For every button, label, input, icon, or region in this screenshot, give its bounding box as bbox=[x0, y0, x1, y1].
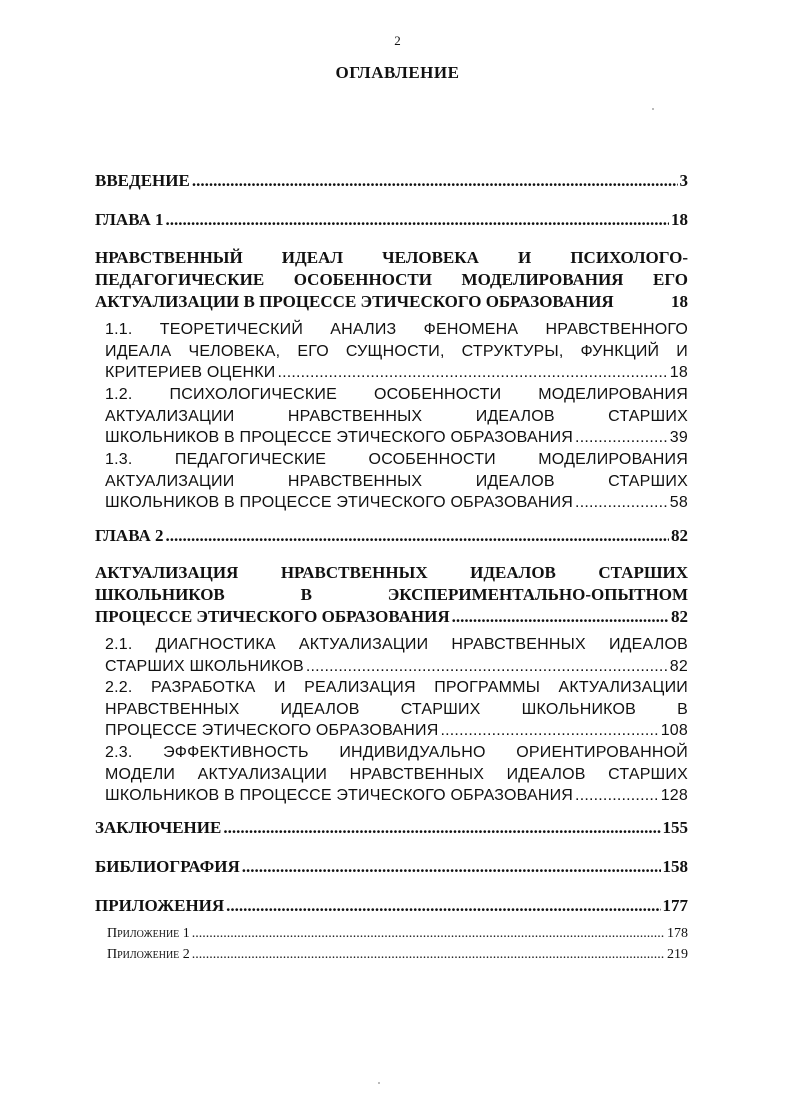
heading-line: ПРОЦЕССЕ ЭТИЧЕСКОГО ОБРАЗОВАНИЯ bbox=[95, 607, 450, 626]
toc-entry-page: 18 bbox=[671, 210, 688, 229]
dot-leader bbox=[192, 170, 678, 192]
dot-leader bbox=[192, 924, 665, 944]
section-line: ИДЕАЛА ЧЕЛОВЕКА, ЕГО СУЩНОСТИ, СТРУКТУРЫ, ФУНКЦИЙ И bbox=[105, 342, 688, 360]
toc-entry-label: ГЛАВА 2 bbox=[95, 526, 164, 545]
heading-line: НРАВСТВЕННЫЙ ИДЕАЛ ЧЕЛОВЕКА И ПСИХОЛОГО- bbox=[95, 248, 688, 267]
dot-leader bbox=[166, 209, 670, 231]
section-last-line bbox=[105, 492, 688, 514]
heading-last-line bbox=[95, 606, 688, 628]
heading-last-line bbox=[95, 291, 688, 313]
toc-entry-appendix-1[interactable] bbox=[107, 924, 688, 944]
toc-section-2-1[interactable] bbox=[105, 634, 688, 677]
section-last-line bbox=[105, 427, 688, 449]
dot-leader bbox=[306, 656, 668, 678]
toc-entry-label: ГЛАВА 1 bbox=[95, 210, 164, 229]
section-line: ШКОЛЬНИКОВ В ПРОЦЕССЕ ЭТИЧЕСКОГО ОБРАЗОВАНИЯ bbox=[105, 787, 574, 804]
dot-leader bbox=[575, 785, 659, 807]
section-line: 2.1. ДИАГНОСТИКА АКТУАЛИЗАЦИИ НРАВСТВЕННЫХ ИДЕАЛОВ bbox=[105, 636, 688, 653]
section-line: ШКОЛЬНИКОВ В ПРОЦЕССЕ ЭТИЧЕСКОГО ОБРАЗОВАНИЯ bbox=[105, 494, 574, 511]
toc-entry-page: 82 bbox=[669, 657, 688, 675]
toc-entry-bibliography[interactable] bbox=[95, 856, 688, 878]
toc-entry-introduction[interactable] bbox=[95, 170, 688, 192]
section-line: 1.3. ПЕДАГОГИЧЕСКИЕ ОСОБЕННОСТИ МОДЕЛИРОВАНИЯ bbox=[105, 451, 688, 468]
section-last-line bbox=[105, 720, 688, 742]
toc-entry-conclusion[interactable] bbox=[95, 817, 688, 839]
heading-line: АКТУАЛИЗАЦИИ В ПРОЦЕССЕ ЭТИЧЕСКОГО ОБРАЗОВАНИЯ bbox=[95, 292, 614, 311]
toc-entry-page: 18 bbox=[669, 364, 688, 381]
section-line: 2.2. РАЗРАБОТКА И РЕАЛИЗАЦИЯ ПРОГРАММЫ АКТУАЛИЗАЦИИ bbox=[105, 679, 688, 696]
section-line: НРАВСТВЕННЫХ ИДЕАЛОВ СТАРШИХ ШКОЛЬНИКОВ В bbox=[105, 700, 688, 718]
dot-leader bbox=[166, 525, 670, 547]
toc-chapter-1-heading[interactable] bbox=[95, 247, 688, 313]
toc-entry-appendix-2[interactable] bbox=[107, 945, 688, 965]
toc-entry-label: Приложение 2 bbox=[107, 947, 190, 962]
toc-section-2-3[interactable] bbox=[105, 742, 688, 807]
dot-leader bbox=[226, 895, 660, 917]
toc-section-1-1[interactable] bbox=[105, 319, 688, 384]
scan-speck bbox=[652, 108, 654, 110]
toc-entry-label: БИБЛИОГРАФИЯ bbox=[95, 857, 240, 876]
toc-entry-page: 82 bbox=[671, 526, 688, 545]
section-line: МОДЕЛИ АКТУАЛИЗАЦИИ НРАВСТВЕННЫХ ИДЕАЛОВ СТАРШИХ bbox=[105, 765, 688, 783]
section-line: ПРОЦЕССЕ ЭТИЧЕСКОГО ОБРАЗОВАНИЯ bbox=[105, 722, 439, 739]
section-line: 2.3. ЭФФЕКТИВНОСТЬ ИНДИВИДУАЛЬНО ОРИЕНТИРОВАННОЙ bbox=[105, 744, 688, 761]
toc-entry-page: 158 bbox=[662, 857, 688, 876]
heading-line: ШКОЛЬНИКОВ В ЭКСПЕРИМЕНТАЛЬНО-ОПЫТНОМ bbox=[95, 585, 688, 604]
section-line: СТАРШИХ ШКОЛЬНИКОВ bbox=[105, 657, 304, 675]
section-line: АКТУАЛИЗАЦИИ НРАВСТВЕННЫХ ИДЕАЛОВ СТАРШИХ bbox=[105, 407, 688, 425]
toc-entry-label: ВВЕДЕНИЕ bbox=[95, 171, 190, 190]
toc-entry-page: 58 bbox=[669, 494, 688, 511]
dot-leader bbox=[223, 817, 660, 839]
heading-line: ПЕДАГОГИЧЕСКИЕ ОСОБЕННОСТИ МОДЕЛИРОВАНИЯ ЕГО bbox=[95, 270, 688, 289]
toc-entry-label: ЗАКЛЮЧЕНИЕ bbox=[95, 818, 222, 837]
toc-section-2-2[interactable] bbox=[105, 677, 688, 742]
dot-leader bbox=[277, 362, 667, 384]
toc-section-1-3[interactable] bbox=[105, 449, 688, 514]
section-last-line bbox=[105, 785, 688, 807]
section-last-line bbox=[105, 656, 688, 678]
page-title: ОГЛАВЛЕНИЕ bbox=[335, 63, 460, 82]
section-last-line bbox=[105, 362, 688, 384]
page-number: 2 bbox=[394, 33, 401, 48]
dot-leader bbox=[242, 856, 661, 878]
toc-entry-label: ПРИЛОЖЕНИЯ bbox=[95, 896, 225, 915]
toc-entry-page: 177 bbox=[662, 896, 688, 915]
toc-entry-page: 39 bbox=[669, 429, 688, 446]
toc-chapter-2-heading[interactable] bbox=[95, 562, 688, 628]
dot-leader bbox=[575, 492, 668, 514]
scan-speck bbox=[378, 1082, 380, 1084]
section-line: КРИТЕРИЕВ ОЦЕНКИ bbox=[105, 364, 276, 381]
toc-entry-page: 108 bbox=[660, 722, 688, 739]
toc-entry-chapter-2[interactable] bbox=[95, 525, 688, 547]
dot-leader bbox=[192, 945, 665, 965]
toc-entry-page: 155 bbox=[662, 818, 688, 837]
toc-entry-appendices[interactable] bbox=[95, 895, 688, 917]
toc-section-1-2[interactable] bbox=[105, 384, 688, 449]
section-line: 1.1. ТЕОРЕТИЧЕСКИЙ АНАЛИЗ ФЕНОМЕНА НРАВСТВЕННОГО bbox=[105, 321, 688, 338]
dot-leader bbox=[452, 606, 669, 628]
toc-entry-page: 219 bbox=[667, 947, 688, 962]
section-line: ШКОЛЬНИКОВ В ПРОЦЕССЕ ЭТИЧЕСКОГО ОБРАЗОВАНИЯ bbox=[105, 429, 574, 446]
dot-leader bbox=[441, 720, 659, 742]
section-line: АКТУАЛИЗАЦИИ НРАВСТВЕННЫХ ИДЕАЛОВ СТАРШИХ bbox=[105, 472, 688, 490]
toc-entry-page: 3 bbox=[679, 171, 688, 190]
dot-leader bbox=[575, 427, 668, 449]
toc-entry-page: 178 bbox=[667, 926, 688, 941]
toc-entry-page: 18 bbox=[671, 292, 688, 311]
heading-line: АКТУАЛИЗАЦИЯ НРАВСТВЕННЫХ ИДЕАЛОВ СТАРШИХ bbox=[95, 563, 688, 582]
toc-entry-page: 82 bbox=[671, 607, 688, 626]
toc-entry-label: Приложение 1 bbox=[107, 926, 190, 941]
section-line: 1.2. ПСИХОЛОГИЧЕСКИЕ ОСОБЕННОСТИ МОДЕЛИРОВАНИЯ bbox=[105, 386, 688, 403]
toc-entry-chapter-1[interactable] bbox=[95, 209, 688, 231]
toc-entry-page: 128 bbox=[660, 787, 688, 804]
